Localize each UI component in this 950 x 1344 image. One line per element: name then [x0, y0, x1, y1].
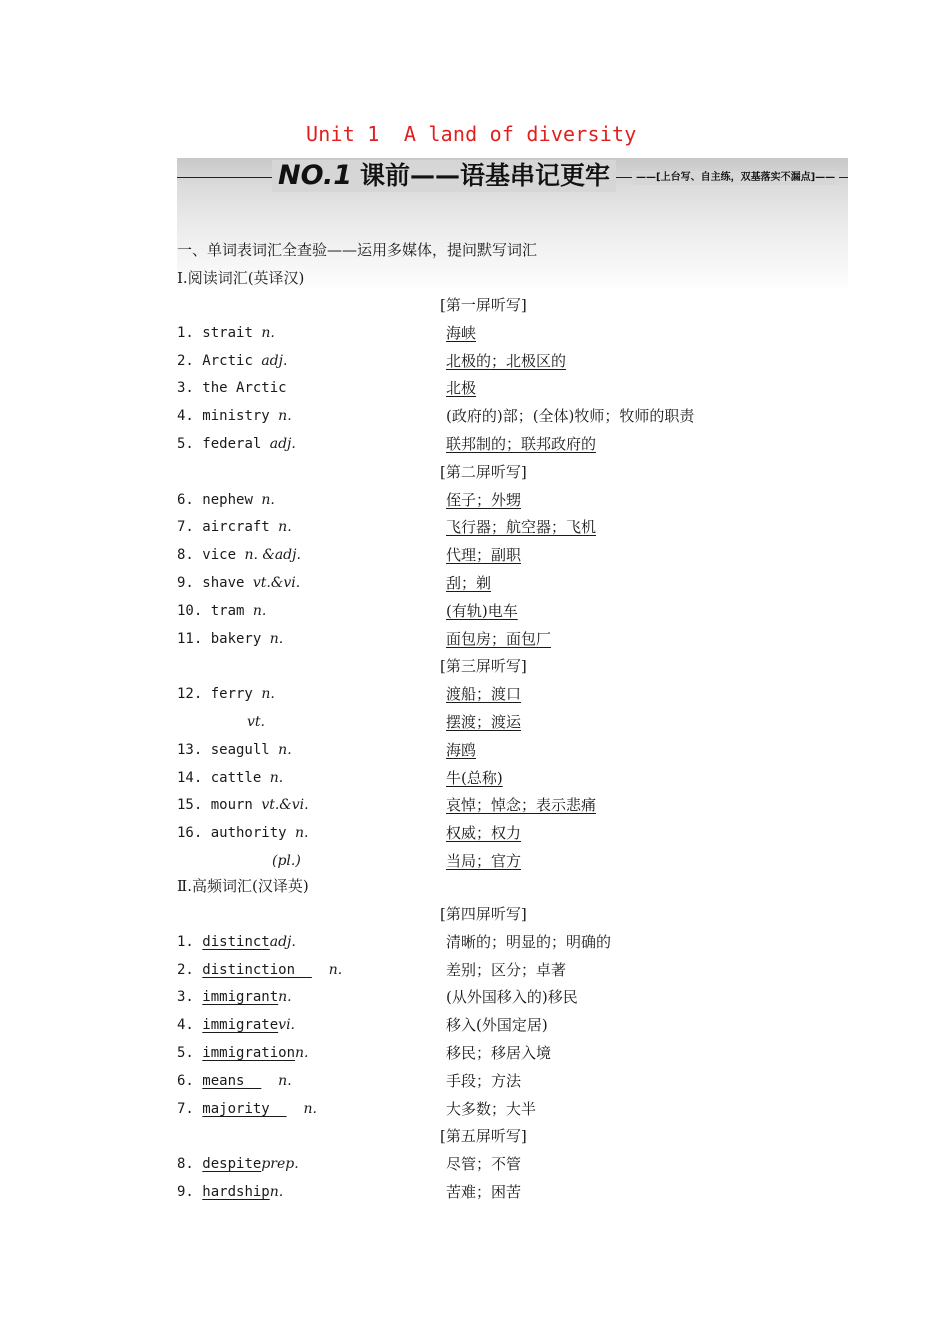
entry-word: ferry — [210, 686, 253, 703]
entry-number: 4. — [177, 1017, 203, 1034]
vocab-entry — [177, 793, 309, 817]
entry-meaning: 刮；剃 — [446, 574, 492, 592]
entry-word: Arctic — [202, 352, 253, 369]
vocab-entry — [177, 1152, 299, 1176]
entry-word: nephew — [202, 491, 253, 508]
vocab-entry — [177, 682, 275, 706]
part-of-speech: n. — [269, 630, 284, 647]
section-heading: 一、单词表词汇全查验——运用多媒体，提问默写词汇 — [177, 241, 538, 259]
part-of-speech: adj. — [269, 436, 296, 452]
screen-label: [第二屏听写] — [440, 462, 527, 481]
part-of-speech: n. — [252, 602, 267, 619]
entry-number: 3. — [177, 989, 203, 1006]
entry-number: 8. — [177, 547, 203, 564]
screen-label: [第一屏听写] — [440, 296, 527, 314]
vocab-entry — [177, 321, 275, 345]
entry-word: immigration — [202, 1045, 296, 1061]
entry-meaning: 移民；移居入境 — [446, 1044, 552, 1062]
entry-word: vice — [202, 547, 237, 564]
part-of-speech: n. — [278, 1072, 292, 1089]
entry-word: bakery — [210, 630, 262, 647]
entry-number: 9. — [177, 575, 203, 591]
vocab-entry — [177, 515, 292, 539]
vocab-entry — [177, 571, 300, 595]
part-of-speech: n. — [261, 686, 275, 703]
vocab-entry — [177, 930, 296, 954]
entry-meaning: 尽管；不管 — [446, 1155, 522, 1174]
entry-number: 8. — [177, 1156, 203, 1173]
part-of-speech: n. — [278, 408, 292, 425]
part-of-speech: n. — [278, 989, 292, 1006]
entry-word: the Arctic — [202, 380, 287, 397]
part-of-speech: n. — [328, 961, 343, 978]
vocab-entry — [177, 599, 266, 623]
screen-label: [第三屏听写] — [440, 657, 527, 676]
part-of-speech: n. — [295, 1045, 309, 1061]
vocab-entry — [177, 1013, 295, 1037]
vocab-entry — [177, 710, 265, 734]
screen-label: [第五屏听写] — [440, 1127, 527, 1146]
entry-word: hardship — [202, 1184, 270, 1200]
part-of-speech: n. — [261, 324, 275, 341]
entry-meaning: 当局；官方 — [446, 852, 522, 870]
entry-number: 1. — [177, 324, 203, 341]
part-of-speech: vt.&vi. — [252, 575, 301, 591]
vocab-entry — [177, 349, 287, 373]
part-of-speech: n. — [278, 519, 292, 536]
answer-blank-trail — [295, 962, 312, 978]
entry-meaning: 海峡 — [446, 323, 477, 342]
vocab-entry — [177, 738, 292, 762]
part-of-speech: prep. — [261, 1156, 299, 1173]
entry-word: immigrate — [202, 1017, 279, 1034]
vocab-entry — [177, 1069, 292, 1093]
entry-number: 14. — [177, 769, 211, 786]
vocab-entry — [177, 849, 301, 873]
entry-number: 2. — [177, 352, 203, 369]
part-of-speech: adj. — [269, 933, 296, 950]
banner-main-text: 课前——语基串记更牢 — [360, 161, 611, 190]
entry-meaning: 移入(外国定居) — [446, 1016, 548, 1035]
entry-number: 4. — [177, 408, 203, 425]
vocab-entry — [177, 1041, 308, 1065]
unit-title: Unit 1 A land of diversity — [306, 122, 637, 146]
entry-number: 1. — [177, 933, 203, 950]
entry-word: despite — [202, 1156, 262, 1173]
entry-number: 12. — [177, 686, 211, 703]
part-of-speech: n. — [295, 825, 309, 842]
vocab-entry — [177, 488, 275, 512]
part2-heading: Ⅱ.高频词汇(汉译英) — [177, 877, 309, 895]
entry-meaning: 摆渡；渡运 — [446, 713, 522, 731]
entry-meaning: 渡船；渡口 — [446, 685, 522, 704]
banner-number: NO.1 — [278, 160, 352, 191]
entry-meaning: (从外国移入的)移民 — [446, 988, 578, 1007]
vocab-entry — [177, 543, 301, 567]
entry-meaning: 哀悼；悼念；表示悲痛 — [446, 796, 597, 815]
entry-meaning: 清晰的；明显的；明确的 — [446, 932, 612, 951]
entry-number: 13. — [177, 741, 211, 758]
entry-meaning: 海鸥 — [446, 740, 477, 759]
entry-word: distinction — [202, 961, 296, 978]
part1-heading: Ⅰ.阅读词汇(英译汉) — [177, 269, 305, 287]
vocab-entry — [177, 627, 283, 651]
entry-meaning: (有轨)电车 — [446, 601, 518, 620]
answer-blank-trail — [244, 1073, 261, 1089]
entry-number: 5. — [177, 436, 203, 452]
entry-word: ministry — [202, 408, 270, 425]
part-of-speech: n. — [278, 741, 292, 758]
banner-heading — [272, 160, 616, 192]
part-of-speech: (pl.) — [272, 853, 301, 869]
entry-word: strait — [202, 324, 253, 341]
entry-word: means — [202, 1072, 245, 1089]
part-of-speech: vt. — [247, 714, 265, 730]
entry-word: immigrant — [202, 989, 279, 1006]
banner-subtitle: ——[上台写、自主练，双基落实不漏点]—— — [632, 171, 839, 185]
entry-number: 6. — [177, 491, 203, 508]
entry-word: mourn — [210, 797, 253, 814]
entry-meaning: 面包房；面包厂 — [446, 629, 552, 648]
vocab-entry — [177, 766, 283, 790]
entry-meaning: 飞行器；航空器；飞机 — [446, 518, 597, 537]
vocab-entry — [177, 1180, 283, 1204]
part-of-speech: n. — [269, 1184, 284, 1200]
vocab-entry — [177, 376, 287, 400]
part-of-speech: n. — [269, 769, 284, 786]
entry-meaning: 北极 — [446, 379, 477, 398]
entry-number: 10. — [177, 602, 211, 619]
entry-number: 5. — [177, 1045, 203, 1061]
entry-number: 6. — [177, 1072, 203, 1089]
answer-blank-trail — [270, 1101, 287, 1117]
vocab-entry — [177, 985, 292, 1009]
entry-word: shave — [202, 575, 245, 591]
entry-number: 9. — [177, 1184, 203, 1200]
entry-number: 15. — [177, 797, 211, 814]
entry-word: distinct — [202, 933, 270, 950]
entry-meaning: 北极的；北极区的 — [446, 351, 567, 370]
entry-meaning: 联邦制的；联邦政府的 — [446, 435, 597, 453]
vocab-entry — [177, 821, 308, 845]
vocab-entry — [177, 958, 342, 982]
entry-meaning: 代理；副职 — [446, 546, 522, 565]
entry-number: 11. — [177, 630, 211, 647]
part-of-speech: n. — [261, 491, 275, 508]
entry-meaning: 大多数；大半 — [446, 1099, 537, 1118]
entry-number: 7. — [177, 519, 203, 536]
vocab-entry — [177, 432, 296, 456]
entry-meaning: 侄子；外甥 — [446, 490, 522, 509]
entry-word: authority — [210, 825, 287, 842]
screen-label: [第四屏听写] — [440, 905, 527, 923]
vocab-entry — [177, 1097, 317, 1121]
entry-meaning: 权威；权力 — [446, 824, 522, 843]
entry-number: 3. — [177, 380, 203, 397]
entry-word: aircraft — [202, 519, 270, 536]
entry-meaning: 苦难；困苦 — [446, 1183, 522, 1201]
entry-number: 2. — [177, 961, 203, 978]
entry-meaning: (政府的)部；(全体)牧师；牧师的职责 — [446, 407, 695, 426]
part-of-speech: adj. — [261, 352, 288, 369]
entry-number: 7. — [177, 1100, 203, 1117]
part-of-speech: vi. — [278, 1017, 295, 1034]
vocab-entry — [177, 404, 292, 428]
part-of-speech: vt.&vi. — [261, 797, 309, 814]
entry-word: cattle — [210, 769, 262, 786]
entry-word: tram — [210, 602, 245, 619]
entry-number: 16. — [177, 825, 211, 842]
entry-word: federal — [202, 436, 262, 452]
part-of-speech: n. &adj. — [244, 547, 301, 564]
entry-meaning: 手段；方法 — [446, 1071, 522, 1090]
entry-word: majority — [202, 1100, 270, 1117]
part-of-speech: n. — [303, 1100, 317, 1117]
entry-meaning: 牛(总称) — [446, 768, 503, 787]
entry-meaning: 差别；区分；卓著 — [446, 960, 567, 979]
entry-word: seagull — [210, 741, 270, 758]
